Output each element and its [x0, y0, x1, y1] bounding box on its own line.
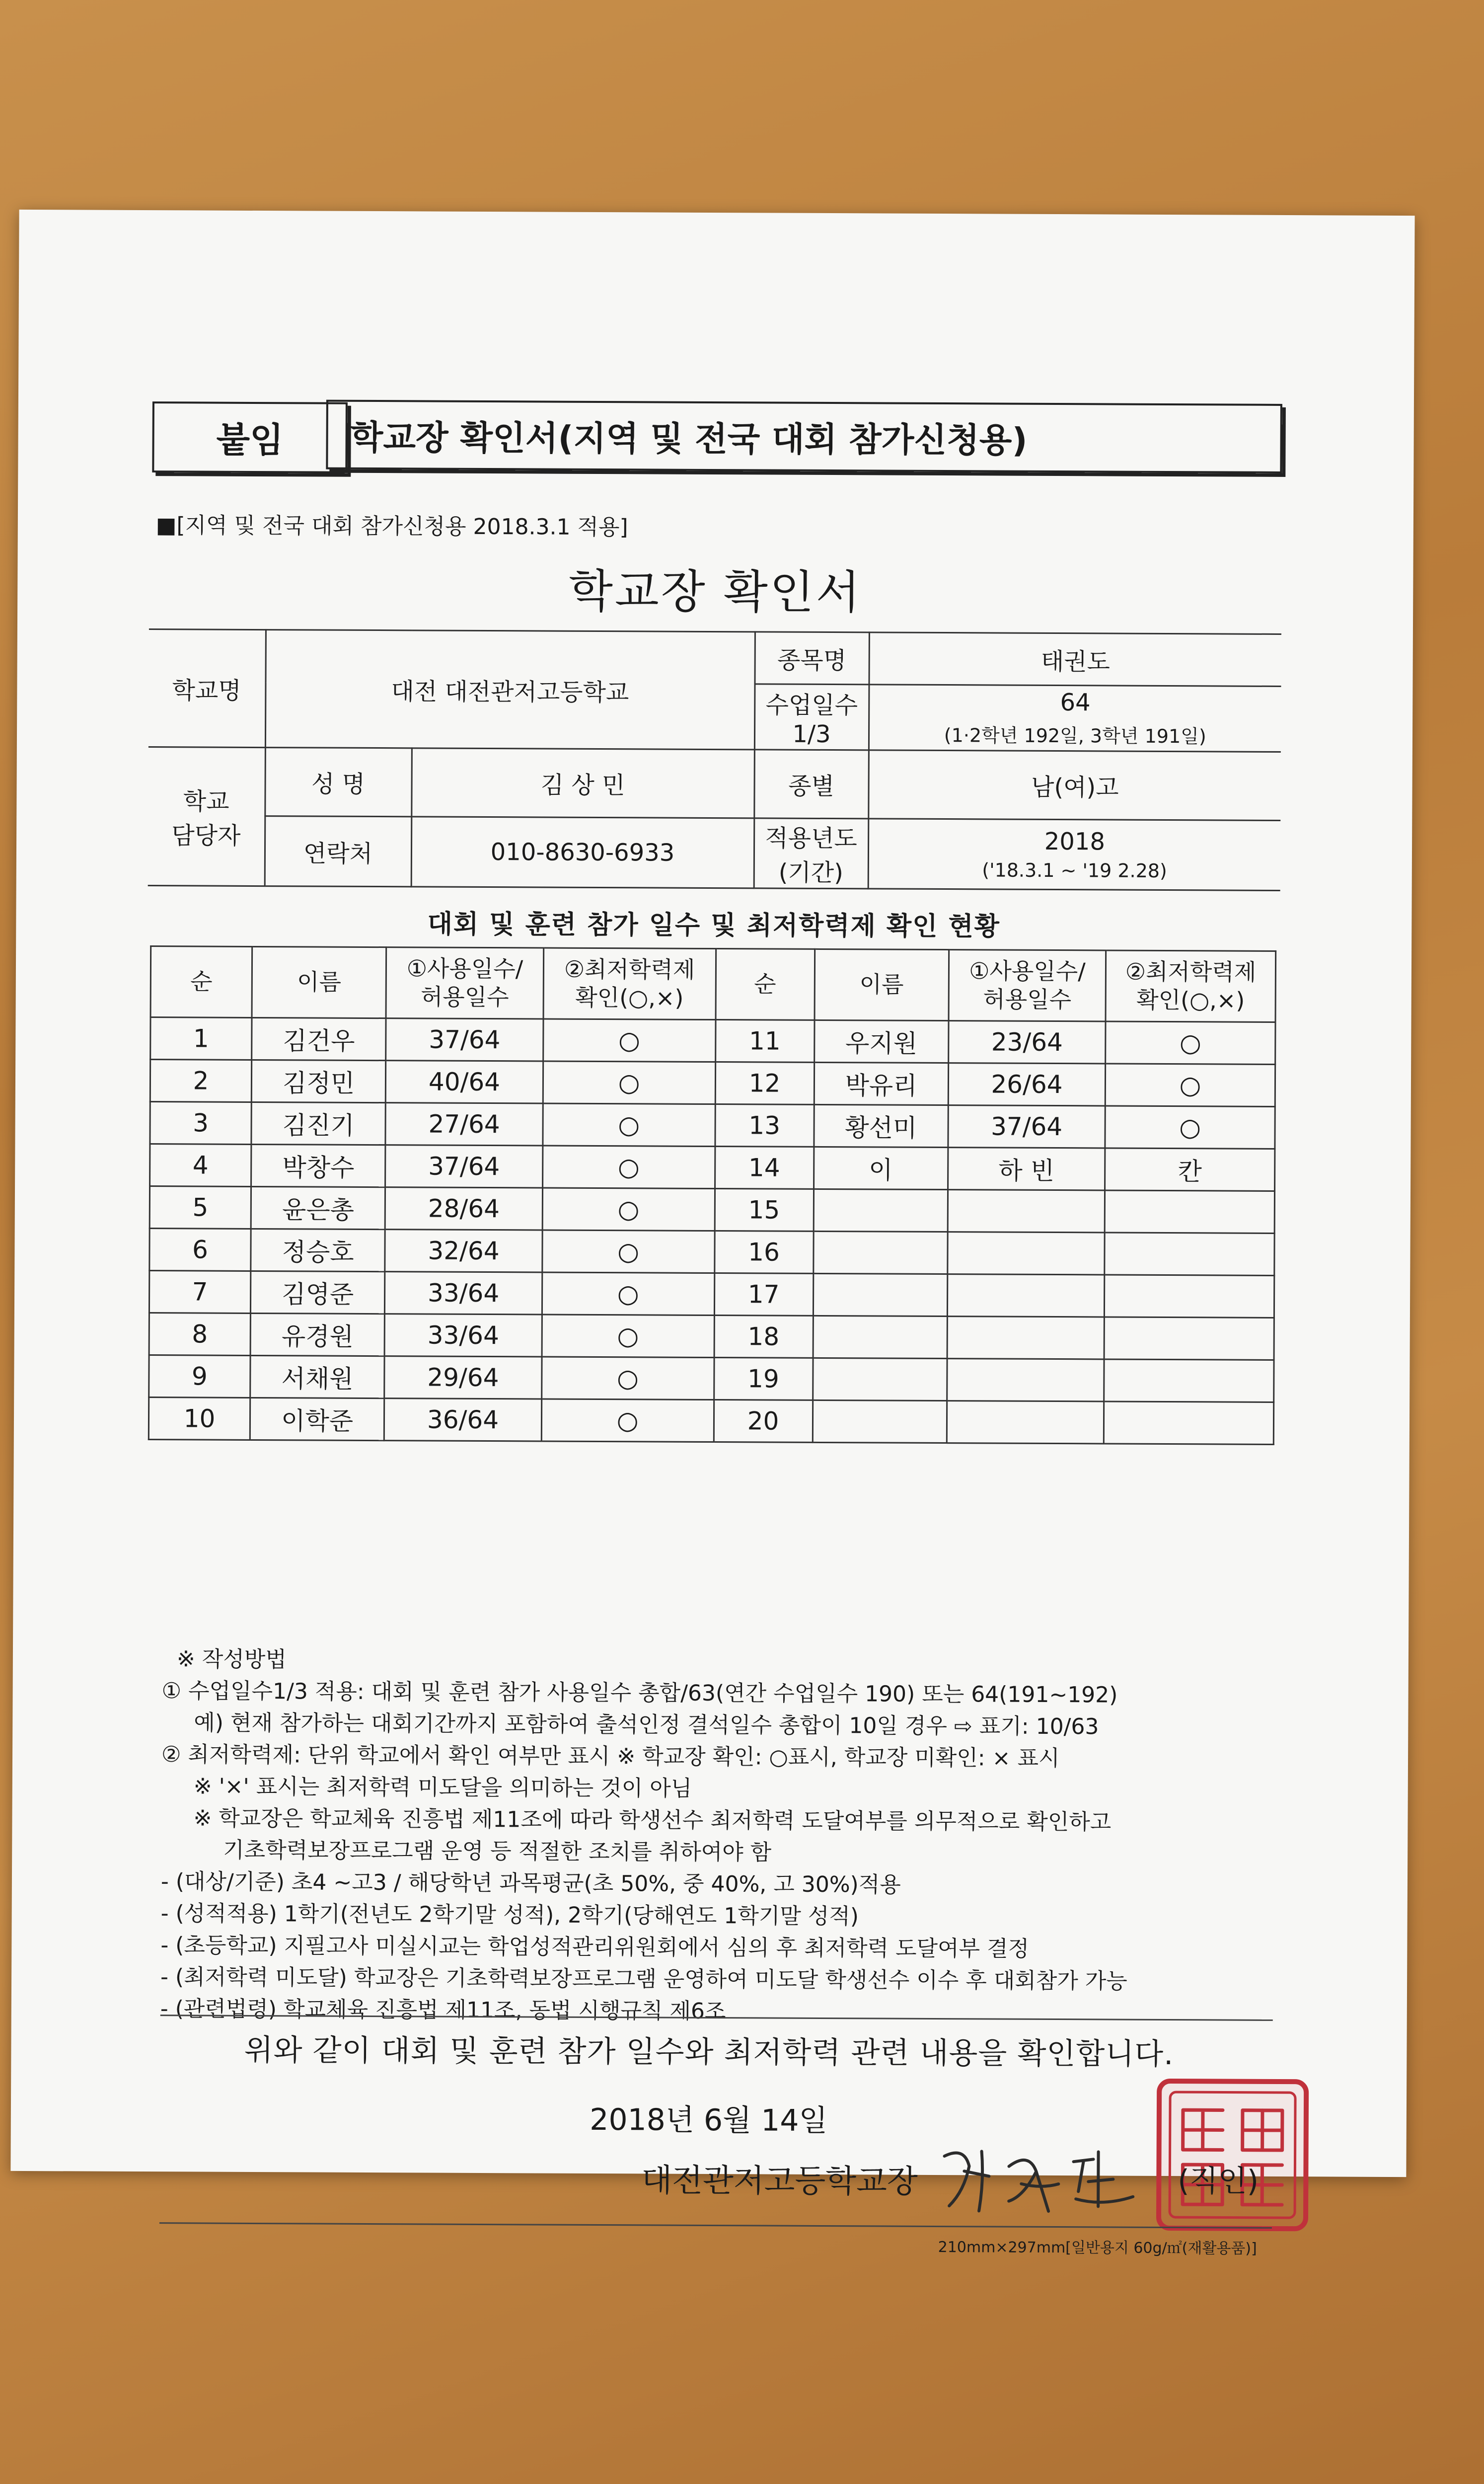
row-days: 26/64	[948, 1063, 1106, 1106]
row-days	[947, 1359, 1105, 1401]
col-days: ①사용일수/ 허용일수	[386, 947, 543, 1019]
row-check: ○	[542, 1188, 715, 1231]
days-label: 수업일수 1/3	[754, 684, 869, 750]
note-line: ※ '×' 표시는 최저학력 미도달을 의미하는 것이 아님	[193, 1774, 692, 1801]
note-line: - (성적적용) 1학기(전년도 2학기말 성적), 2학기(당해연도 1학기말 성적)	[160, 1901, 859, 1930]
row-name	[813, 1400, 947, 1443]
issue-date: 2018년 6월 14일	[590, 2102, 828, 2139]
row-no: 14	[715, 1147, 814, 1189]
table-row	[150, 1144, 1275, 1191]
row-name: 김영준	[250, 1271, 385, 1314]
row-check	[1105, 1190, 1274, 1233]
row-no: 20	[714, 1400, 813, 1443]
col-name: 이름	[815, 949, 949, 1020]
note-line: 기초학력보장프로그램 운영 등 적절한 조치를 취하여야 함	[223, 1837, 772, 1865]
row-no: 16	[714, 1231, 813, 1274]
row-name: 황선미	[814, 1104, 948, 1147]
note-line: ※ 학교장은 학교체육 진흥법 제11조에 따라 학생선수 최저학력 도달여부를 의무적으로 확인하고	[193, 1805, 1112, 1835]
document-sheet	[10, 210, 1414, 2257]
row-days	[947, 1317, 1105, 1359]
row-no: 3	[150, 1102, 251, 1145]
row-days: 28/64	[385, 1187, 543, 1230]
row-days	[947, 1401, 1104, 1444]
row-check: ○	[542, 1272, 714, 1316]
row-check: ○	[543, 1103, 715, 1147]
official-seal-icon	[1153, 2075, 1312, 2235]
note-line: - (관련법령) 학교체육 진흥법 제11조, 동법 시행규칙 제6조	[160, 1996, 726, 2024]
gender-value: 남(여)고	[868, 750, 1281, 821]
confirmation-text: 위와 같이 대회 및 훈련 참가 일수와 최저학력 관련 내용을 확인합니다.	[244, 2032, 1174, 2072]
row-check: ○	[1105, 1064, 1275, 1106]
row-days: 하 빈	[948, 1148, 1105, 1190]
row-check: ○	[542, 1230, 714, 1273]
note-line: - (최저학력 미도달) 학교장은 기초학력보장프로그램 운영하여 미도달 학생선수 이수 후 대회참가 가능	[160, 1964, 1127, 1994]
days-value: 64 (1·2학년 192일, 3학년 191일)	[869, 685, 1281, 752]
table-header-row	[150, 946, 1276, 1022]
row-check: ○	[541, 1357, 714, 1400]
table-row	[149, 1355, 1274, 1402]
row-check: 칸	[1105, 1148, 1275, 1191]
apply-note: ■[지역 및 전국 대회 참가신청용 2018.3.1 적용]	[155, 513, 628, 541]
row-days: 37/64	[948, 1105, 1106, 1148]
row-name: 윤은총	[251, 1186, 385, 1229]
row-name	[813, 1231, 948, 1274]
row-days	[948, 1232, 1105, 1275]
instructions	[146, 1643, 1284, 2030]
col-no: 순	[150, 946, 252, 1018]
staff-label: 학교 담당자	[148, 747, 265, 886]
row-days	[948, 1190, 1105, 1233]
row-check: ○	[542, 1146, 715, 1189]
row-days: 32/64	[385, 1230, 542, 1272]
row-name: 이	[814, 1147, 948, 1189]
row-no: 7	[149, 1271, 250, 1314]
year-value: 2018 ('18.3.1 ~ '19 2.28)	[868, 819, 1281, 891]
row-check: ○	[1106, 1021, 1275, 1064]
col-min: ②최저학력제 확인(○,×)	[543, 948, 716, 1020]
row-no: 6	[149, 1229, 251, 1271]
signature-icon	[934, 2136, 1143, 2222]
row-days: 23/64	[949, 1021, 1106, 1064]
table-row	[149, 1186, 1274, 1234]
row-name: 유경원	[250, 1313, 385, 1356]
row-no: 1	[150, 1017, 252, 1060]
row-no: 9	[149, 1355, 250, 1398]
note-line: ① 수업일수1/3 적용: 대회 및 훈련 참가 사용일수 총합/63(연간 수업일수 190) 또는 64(191~192)	[161, 1678, 1118, 1708]
form-header-title: 학교장 확인서(지역 및 전국 대회 참가신청용)	[326, 400, 1282, 473]
row-no: 17	[714, 1273, 813, 1316]
row-name	[813, 1316, 948, 1358]
seal-label: (직인)	[1178, 2164, 1259, 2199]
row-no: 5	[149, 1186, 251, 1229]
row-days: 37/64	[385, 1145, 543, 1188]
row-days: 37/64	[386, 1018, 543, 1061]
row-days: 29/64	[384, 1356, 542, 1399]
row-days: 40/64	[386, 1061, 543, 1103]
row-check	[1104, 1317, 1274, 1360]
row-no: 8	[149, 1313, 250, 1356]
row-name: 이학준	[250, 1397, 384, 1440]
event-value: 태권도	[869, 632, 1281, 687]
row-days: 27/64	[385, 1103, 543, 1146]
name-label: 성 명	[265, 748, 412, 817]
row-check: ○	[1105, 1106, 1275, 1149]
row-name: 정승호	[251, 1229, 385, 1271]
note-line: ② 최저학력제: 단위 학교에서 확인 여부만 표시 ※ 학교장 확인: ○표시, 학교장 미확인: × 표시	[161, 1742, 1060, 1772]
row-check: ○	[542, 1315, 714, 1358]
row-check: ○	[543, 1019, 715, 1062]
table-row	[150, 1017, 1275, 1065]
row-check: ○	[541, 1399, 714, 1442]
row-days: 33/64	[385, 1272, 542, 1315]
gender-label: 종별	[754, 750, 869, 819]
row-no: 12	[715, 1062, 814, 1105]
row-no: 15	[715, 1189, 814, 1232]
row-name	[814, 1189, 948, 1232]
table-row	[149, 1313, 1274, 1360]
row-check	[1105, 1233, 1274, 1275]
row-days: 33/64	[384, 1314, 542, 1357]
row-days: 36/64	[384, 1398, 542, 1441]
row-name: 김건우	[252, 1017, 386, 1060]
row-name: 서채원	[250, 1355, 385, 1398]
row-name	[813, 1358, 947, 1400]
divider	[159, 2222, 1272, 2229]
col-name: 이름	[252, 946, 386, 1018]
principal-title: 대전관저고등학교장	[641, 2162, 918, 2200]
row-name: 우지원	[814, 1020, 949, 1063]
paper-spec: 210mm×297mm[일반용지 60g/㎡(재활용품)]	[938, 2239, 1257, 2257]
row-name: 김진기	[251, 1102, 386, 1145]
section-title: 대회 및 훈련 참가 일수 및 최저학력제 확인 현황	[427, 909, 1001, 942]
row-name: 김정민	[251, 1060, 386, 1102]
contact-value: 010-8630-6933	[411, 817, 754, 888]
row-no: 4	[150, 1144, 251, 1187]
participation-table	[148, 945, 1276, 1445]
table-row	[149, 1271, 1274, 1318]
note-line: - (대상/기준) 초4 ~고3 / 해당학년 과목평균(초 50%, 중 40%, 고 30%)적용	[160, 1869, 901, 1898]
row-no: 18	[714, 1316, 813, 1358]
school-label: 학교명	[148, 629, 266, 748]
row-check	[1104, 1401, 1273, 1444]
contact-label: 연락처	[265, 816, 412, 887]
document-title: 학교장 확인서	[568, 564, 862, 620]
name-value: 김 상 민	[411, 748, 754, 818]
col-no: 순	[716, 949, 815, 1020]
attachment-tag: 붙임	[152, 401, 348, 473]
row-no: 11	[715, 1020, 814, 1063]
row-no: 19	[714, 1358, 813, 1400]
row-name: 박창수	[251, 1144, 386, 1187]
row-check	[1105, 1275, 1274, 1318]
year-label: 적용년도 (기간)	[754, 818, 869, 889]
note-line: 예) 현재 참가하는 대회기간까지 포함하여 출석인정 결석일수 총합이 10일 경우 ⇨ 표기: 10/63	[194, 1710, 1099, 1740]
row-no: 2	[150, 1060, 251, 1102]
row-no: 10	[148, 1397, 250, 1440]
event-label: 종목명	[754, 632, 869, 685]
table-row	[148, 1397, 1273, 1445]
note-line: ※ 작성방법	[176, 1646, 287, 1673]
table-row	[149, 1229, 1274, 1276]
row-check	[1104, 1359, 1274, 1402]
row-name	[813, 1273, 948, 1316]
col-min: ②최저학력제 확인(○,×)	[1106, 950, 1275, 1022]
row-check: ○	[543, 1061, 715, 1104]
row-no: 13	[715, 1104, 814, 1147]
col-days: ①사용일수/ 허용일수	[949, 950, 1106, 1021]
school-value: 대전 대전관저고등학교	[265, 630, 755, 750]
note-line: - (초등학교) 지필고사 미실시교는 학업성적관리위원회에서 심의 후 최저학력 도달여부 결정	[160, 1933, 1030, 1962]
school-info-table	[148, 628, 1281, 891]
row-days	[947, 1274, 1105, 1317]
table-row	[150, 1060, 1275, 1107]
row-name: 박유리	[814, 1062, 949, 1105]
table-row	[150, 1102, 1275, 1149]
